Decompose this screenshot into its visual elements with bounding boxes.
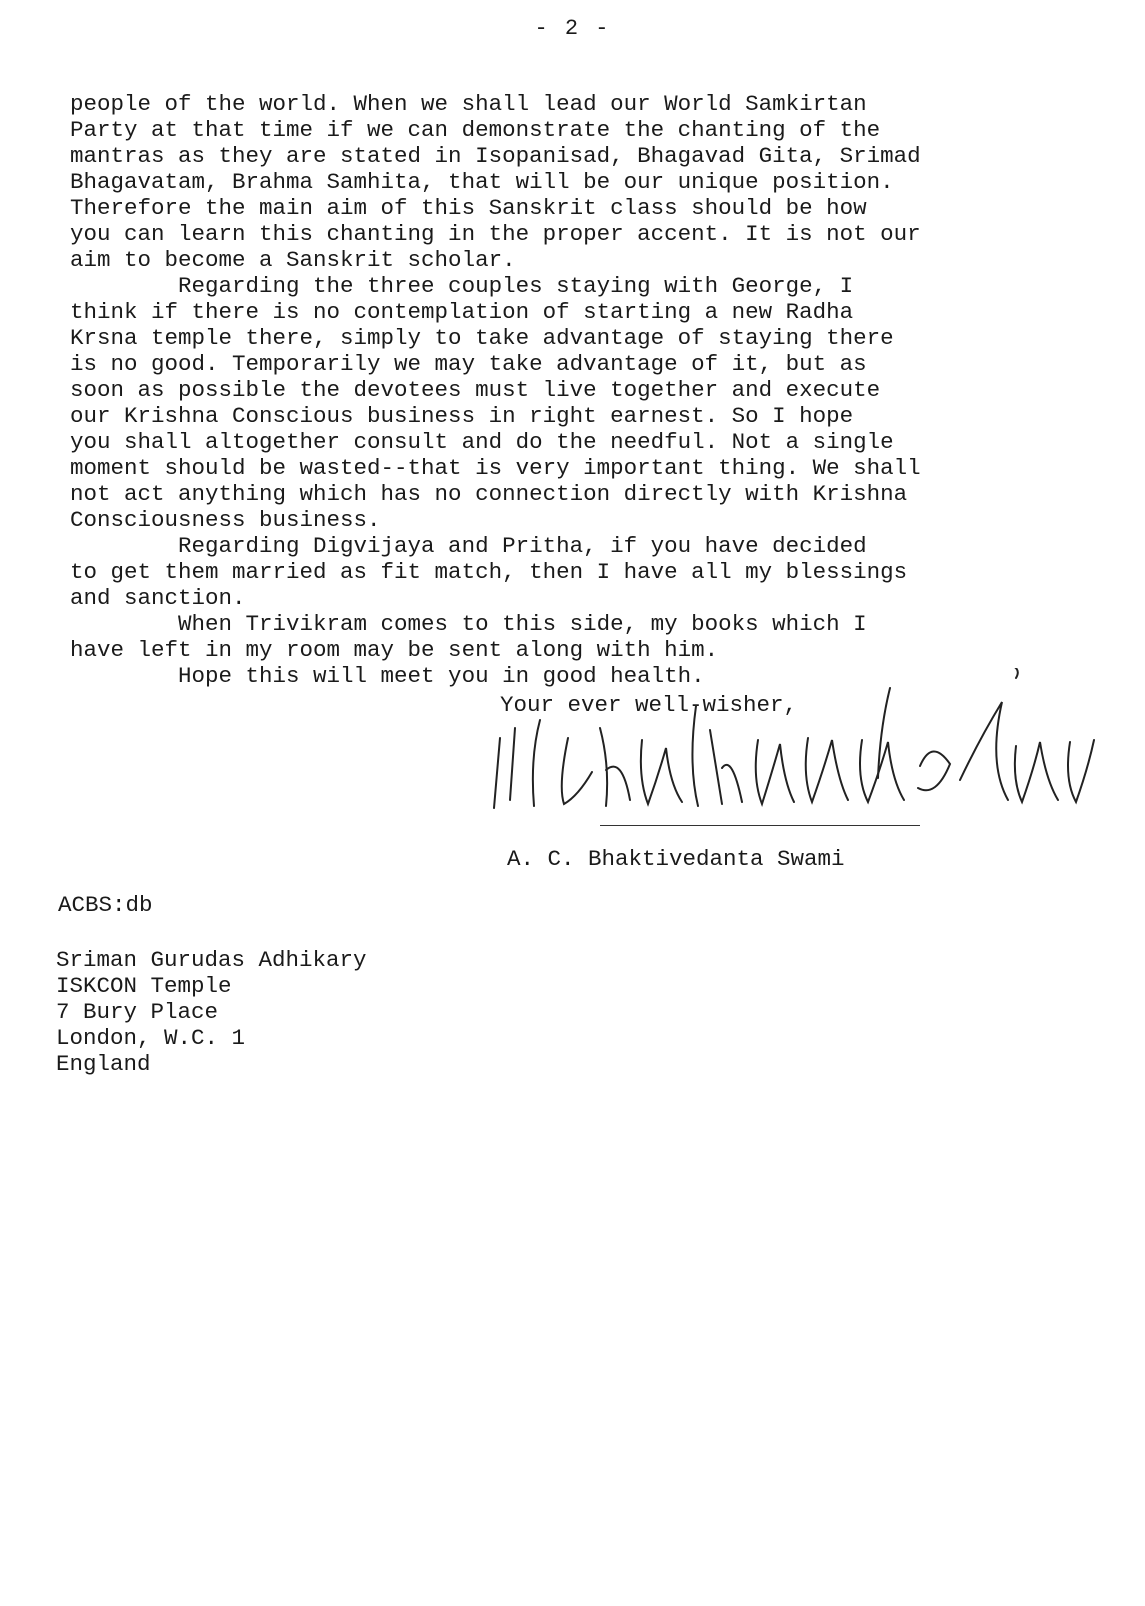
body-line: you can learn this chanting in the proper accent. It is not our	[70, 221, 921, 247]
body-line: Regarding Digvijaya and Pritha, if you have decided	[70, 533, 867, 559]
body-line: Hope this will meet you in good health.	[70, 663, 705, 689]
body-line: Party at that time if we can demonstrate the chanting of the	[70, 117, 881, 143]
address-line: England	[56, 1051, 151, 1077]
body-line: have left in my room may be sent along with him.	[70, 637, 719, 663]
reference-initials: ACBS:db	[58, 892, 153, 918]
signatory-name: A. C. Bhaktivedanta Swami	[507, 846, 845, 872]
signature-text: A.C. Bhaktivedanta Swami	[470, 828, 485, 829]
body-line: moment should be wasted--that is very important thing. We shall	[70, 455, 921, 481]
body-line: is no good. Temporarily we may take advantage of it, but as	[70, 351, 867, 377]
closing-salutation: Your ever well-wisher,	[500, 692, 798, 718]
page-number: - 2 -	[534, 16, 611, 41]
body-line: Consciousness business.	[70, 507, 381, 533]
body-line: people of the world. When we shall lead our World Samkirtan	[70, 91, 867, 117]
address-line: Sriman Gurudas Adhikary	[56, 947, 367, 973]
body-line: Regarding the three couples staying with George, I	[70, 273, 854, 299]
body-line: soon as possible the devotees must live together and execute	[70, 377, 881, 403]
body-line: mantras as they are stated in Isopanisad, Bhagavad Gita, Srimad	[70, 143, 921, 169]
handwritten-signature	[460, 668, 1120, 838]
body-line: not act anything which has no connection directly with Krishna	[70, 481, 908, 507]
body-line: aim to become a Sanskrit scholar.	[70, 247, 516, 273]
body-line: you shall altogether consult and do the needful. Not a single	[70, 429, 894, 455]
body-line: to get them married as fit match, then I have all my blessings	[70, 559, 908, 585]
letter-body	[70, 91, 1080, 689]
body-line: When Trivikram comes to this side, my books which I	[70, 611, 867, 637]
address-line: London, W.C. 1	[56, 1025, 246, 1051]
body-line: and sanction.	[70, 585, 246, 611]
address-line: 7 Bury Place	[56, 999, 219, 1025]
body-line: our Krishna Conscious business in right earnest. So I hope	[70, 403, 854, 429]
body-line: Therefore the main aim of this Sanskrit class should be how	[70, 195, 867, 221]
address-line: ISKCON Temple	[56, 973, 232, 999]
body-line: Krsna temple there, simply to take advantage of staying there	[70, 325, 894, 351]
signature-line	[600, 825, 920, 826]
body-line: think if there is no contemplation of starting a new Radha	[70, 299, 854, 325]
recipient-address	[56, 947, 367, 1077]
body-line: Bhagavatam, Brahma Samhita, that will be our unique position.	[70, 169, 894, 195]
